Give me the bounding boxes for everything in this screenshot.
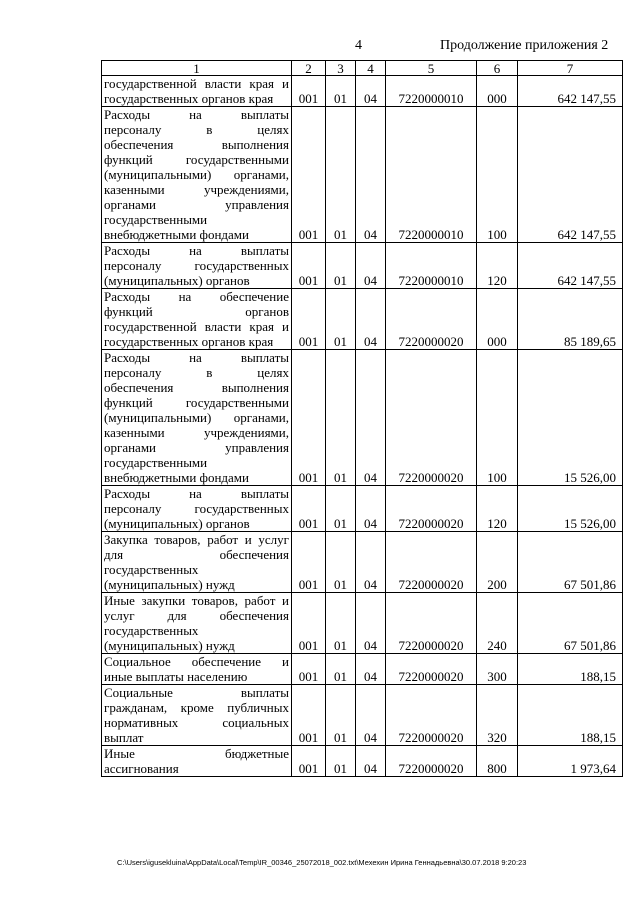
description-line: (муниципальных) органов [104,273,250,288]
table-row [102,350,623,486]
admin-code: 001 [292,243,326,289]
page-number: 4 [355,38,362,53]
description-line: функций государственными [104,152,289,167]
description-line: Расходы на выплаты [104,243,289,258]
amount: 67 501,86 [518,532,623,593]
admin-code: 001 [292,685,326,746]
expense-type-code: 300 [477,654,518,685]
subsection-code: 04 [356,532,386,593]
description-line: государственных [104,562,199,577]
admin-code: 001 [292,746,326,777]
table-row [102,289,623,350]
expense-type-code: 120 [477,486,518,532]
expense-type-code: 200 [477,532,518,593]
row-description [102,746,292,777]
description-line: персоналу в целях [104,365,289,380]
expense-type-code: 240 [477,593,518,654]
description-line: государственных [104,623,199,638]
description-line: обеспечения выполнения [104,380,289,395]
amount: 642 147,55 [518,76,623,107]
description-line: внебюджетными фондами [104,227,249,242]
description-line: Расходы на обеспечение [104,289,289,304]
header-row [102,61,623,76]
description-line: (муниципальных) органов [104,516,250,531]
section-code: 01 [326,654,356,685]
column-header: 7 [518,61,623,76]
description-line: персоналу государственных [104,258,289,273]
section-code: 01 [326,685,356,746]
column-header: 2 [292,61,326,76]
column-header: 4 [356,61,386,76]
row-description [102,685,292,746]
description-line: обеспечения выполнения [104,137,289,152]
subsection-code: 04 [356,243,386,289]
description-line: персоналу государственных [104,501,289,516]
target-article-code: 7220000010 [386,107,477,243]
section-code: 01 [326,532,356,593]
description-line: Социальные выплаты [104,685,289,700]
row-description [102,532,292,593]
description-line: государственными [104,455,208,470]
continuation-title: Продолжение приложения 2 [440,38,609,53]
description-line: иные выплаты населению [104,669,248,684]
description-line: (муниципальными) органами, [104,167,289,182]
target-article-code: 7220000020 [386,593,477,654]
subsection-code: 04 [356,486,386,532]
description-line: государственных органов края [104,334,274,349]
description-line: (муниципальных) нужд [104,638,235,653]
admin-code: 001 [292,654,326,685]
description-line: государственных органов края [104,91,274,106]
row-description [102,486,292,532]
expense-type-code: 000 [477,76,518,107]
subsection-code: 04 [356,593,386,654]
table-row [102,107,623,243]
row-description [102,289,292,350]
amount: 15 526,00 [518,350,623,486]
target-article-code: 7220000010 [386,243,477,289]
subsection-code: 04 [356,289,386,350]
description-line: для обеспечения [104,547,289,562]
description-line: государственной власти края и [104,319,289,334]
section-code: 01 [326,289,356,350]
description-line: ассигнования [104,761,179,776]
target-article-code: 7220000020 [386,532,477,593]
admin-code: 001 [292,350,326,486]
amount: 1 973,64 [518,746,623,777]
row-description [102,243,292,289]
description-line: функций органов [104,304,289,319]
description-line: органами управления [104,197,289,212]
expense-type-code: 320 [477,685,518,746]
amount: 188,15 [518,654,623,685]
description-line: (муниципальных) нужд [104,577,235,592]
section-code: 01 [326,350,356,486]
table-row [102,654,623,685]
description-line: государственной власти края и [104,76,289,91]
section-code: 01 [326,107,356,243]
description-line: персоналу в целях [104,122,289,137]
section-code: 01 [326,486,356,532]
section-code: 01 [326,593,356,654]
description-line: выплат [104,730,144,745]
target-article-code: 7220000020 [386,486,477,532]
budget-table [101,60,623,777]
row-description [102,654,292,685]
table-row [102,486,623,532]
admin-code: 001 [292,593,326,654]
target-article-code: 7220000010 [386,76,477,107]
subsection-code: 04 [356,76,386,107]
description-line: услуг для обеспечения [104,608,289,623]
target-article-code: 7220000020 [386,654,477,685]
row-description [102,593,292,654]
description-line: гражданам, кроме публичных [104,700,289,715]
description-line: Расходы на выплаты [104,350,289,365]
table-row [102,593,623,654]
table-row [102,685,623,746]
target-article-code: 7220000020 [386,746,477,777]
description-line: Социальное обеспечение и [104,654,289,669]
expense-type-code: 100 [477,350,518,486]
description-line: Расходы на выплаты [104,486,289,501]
expense-type-code: 120 [477,243,518,289]
row-description [102,107,292,243]
description-line: Иные бюджетные [104,746,289,761]
description-line: Расходы на выплаты [104,107,289,122]
admin-code: 001 [292,486,326,532]
subsection-code: 04 [356,746,386,777]
target-article-code: 7220000020 [386,685,477,746]
table-row [102,746,623,777]
column-header: 6 [477,61,518,76]
expense-type-code: 100 [477,107,518,243]
amount: 642 147,55 [518,107,623,243]
admin-code: 001 [292,289,326,350]
amount: 85 189,65 [518,289,623,350]
amount: 15 526,00 [518,486,623,532]
description-line: государственными [104,212,208,227]
description-line: внебюджетными фондами [104,470,249,485]
admin-code: 001 [292,107,326,243]
subsection-code: 04 [356,685,386,746]
admin-code: 001 [292,76,326,107]
admin-code: 001 [292,532,326,593]
amount: 188,15 [518,685,623,746]
subsection-code: 04 [356,350,386,486]
table-row [102,243,623,289]
subsection-code: 04 [356,107,386,243]
column-header: 3 [326,61,356,76]
section-code: 01 [326,746,356,777]
amount: 642 147,55 [518,243,623,289]
description-line: Иные закупки товаров, работ и [104,593,289,608]
description-line: функций государственными [104,395,289,410]
amount: 67 501,86 [518,593,623,654]
expense-type-code: 000 [477,289,518,350]
expense-type-code: 800 [477,746,518,777]
row-description [102,76,292,107]
target-article-code: 7220000020 [386,350,477,486]
file-path-footer: C:\Users\igusekluina\AppData\Local\Temp\IR_00346_25072018_002.txt\Мехехин Ирина Геннадьевна\30.07.2018 9:20:23 [117,858,527,867]
column-header: 1 [102,61,292,76]
description-line: нормативных социальных [104,715,289,730]
section-code: 01 [326,76,356,107]
description-line: казенными учреждениями, [104,425,289,440]
subsection-code: 04 [356,654,386,685]
section-code: 01 [326,243,356,289]
description-line: Закупка товаров, работ и услуг [104,532,289,547]
row-description [102,350,292,486]
column-header: 5 [386,61,477,76]
description-line: (муниципальными) органами, [104,410,289,425]
table-row [102,532,623,593]
target-article-code: 7220000020 [386,289,477,350]
description-line: органами управления [104,440,289,455]
description-line: казенными учреждениями, [104,182,289,197]
table-row [102,76,623,107]
